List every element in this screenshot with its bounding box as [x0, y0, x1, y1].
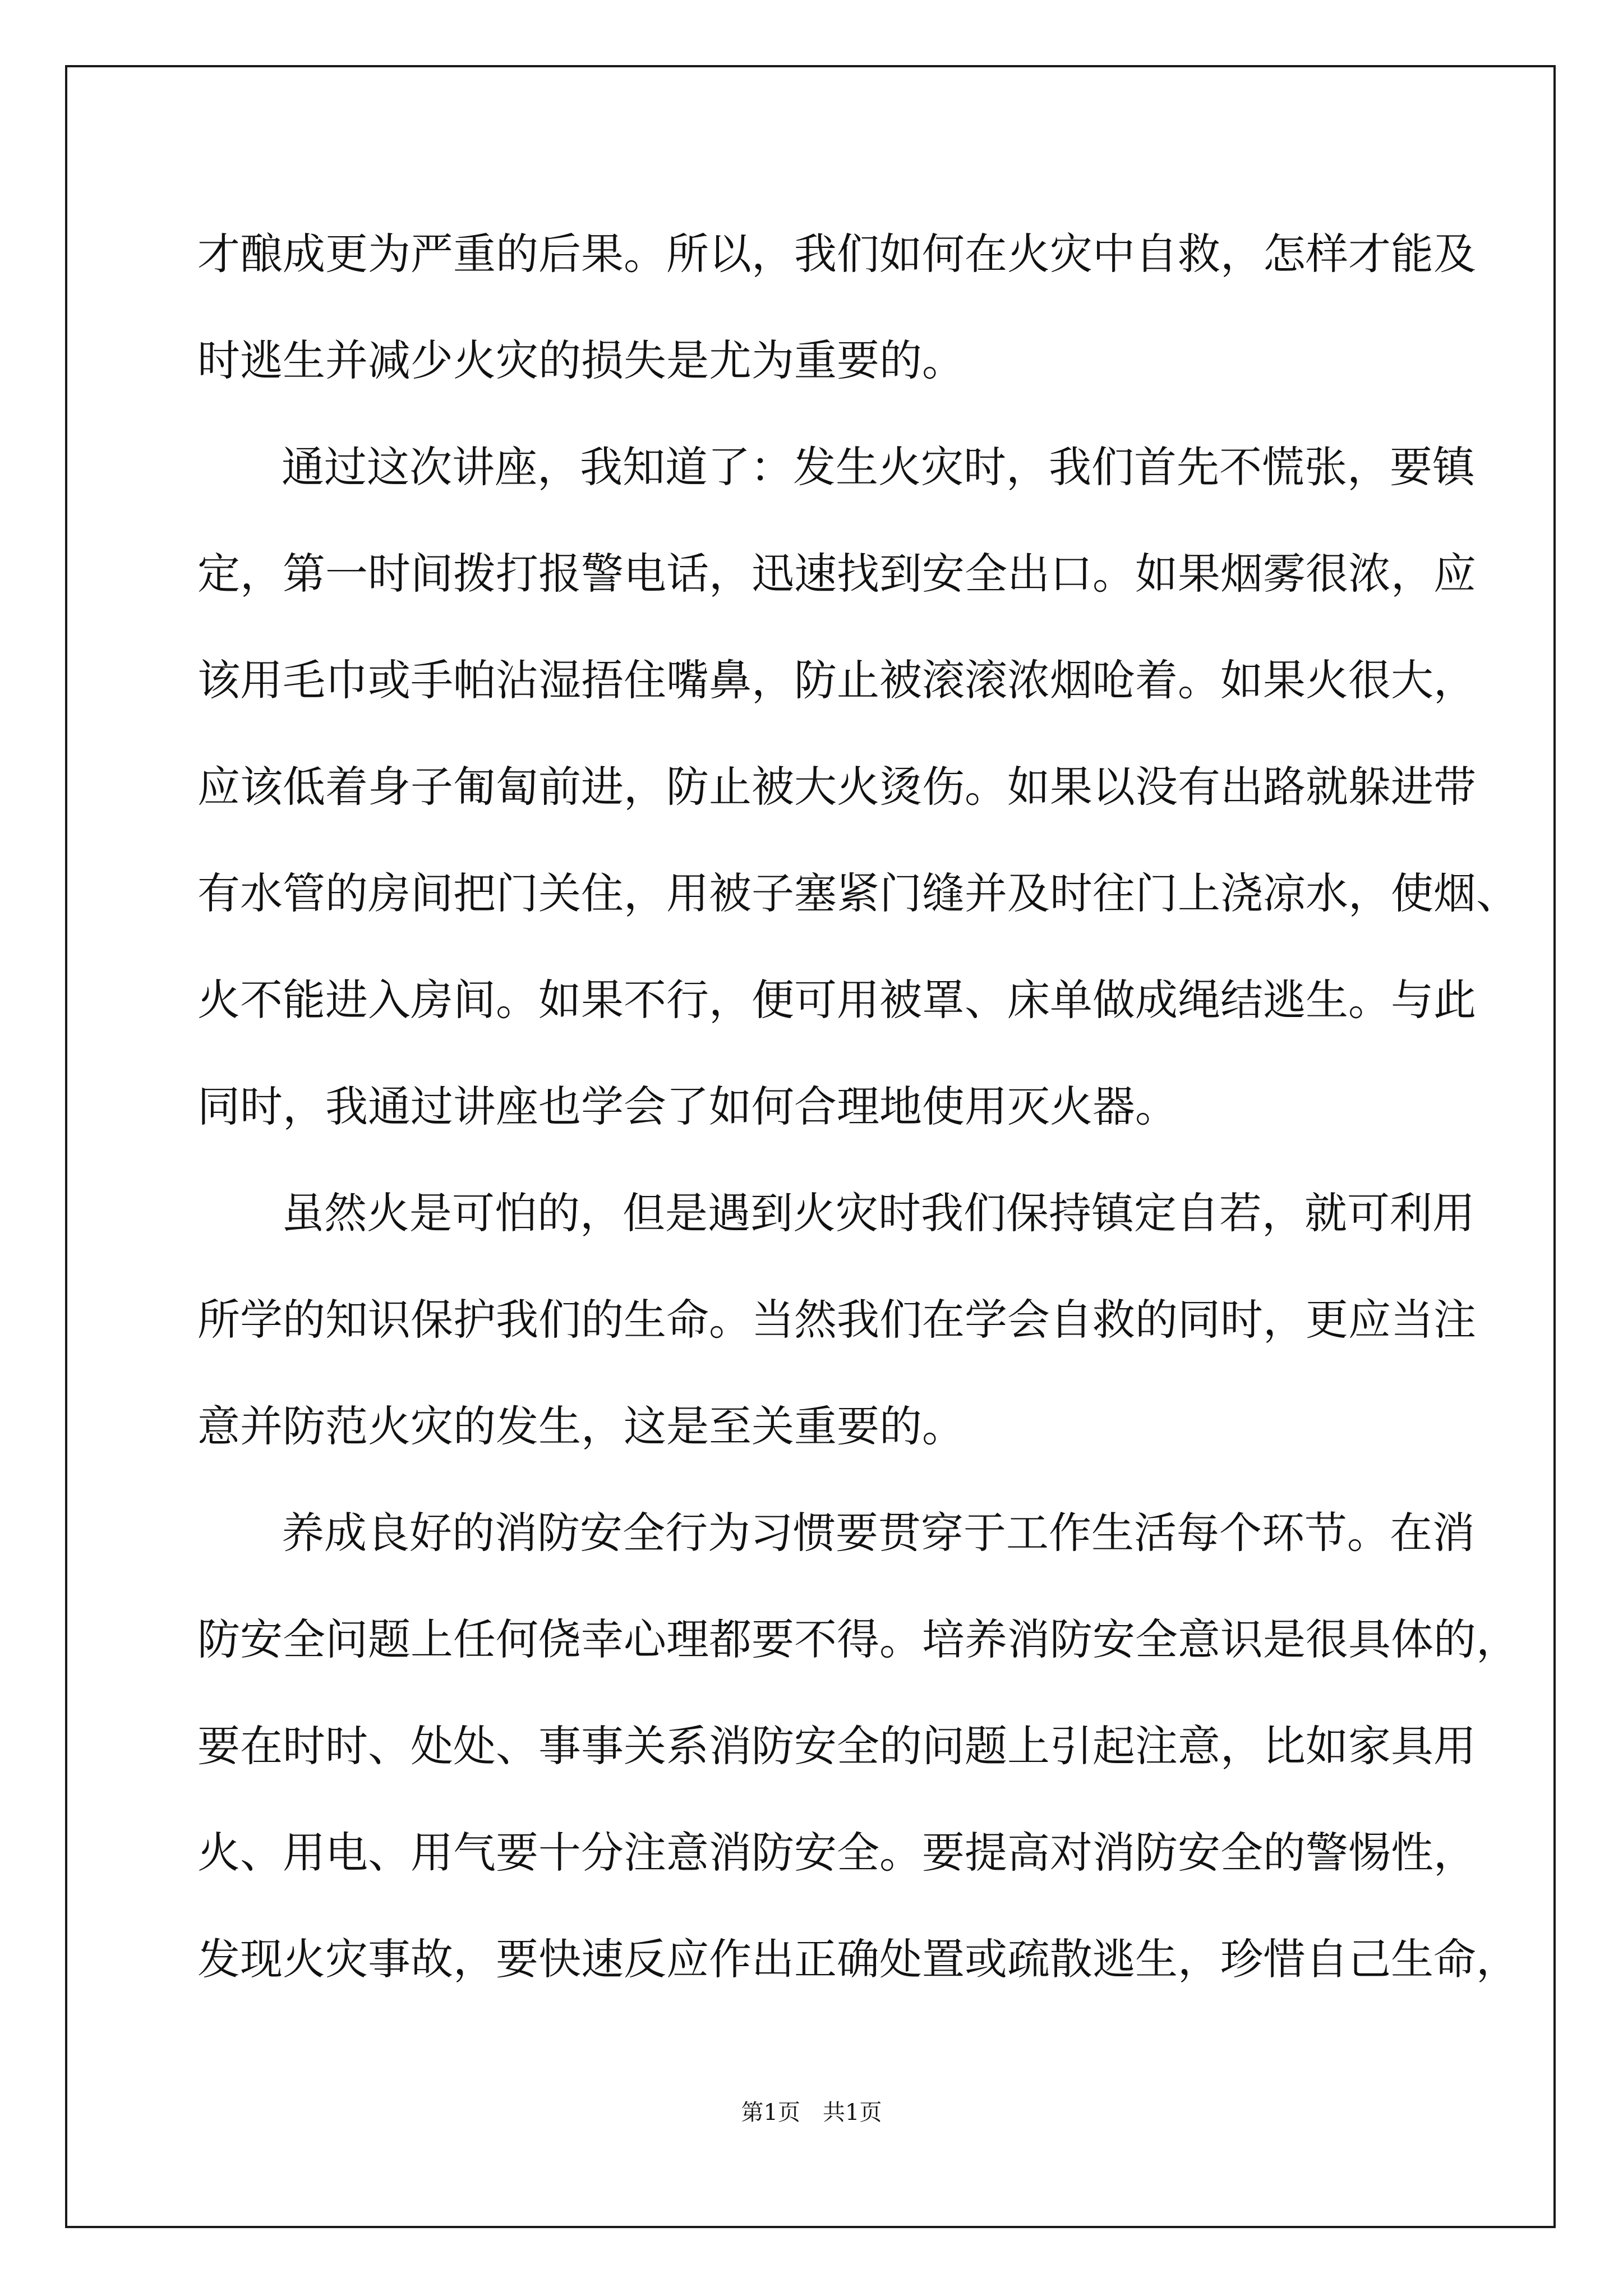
text-line: 通过这次讲座，我知道了：发生火灾时，我们首先不慌张，要镇 [282, 442, 1475, 492]
text-line: 养成良好的消防安全行为习惯要贯穿于工作生活每个环节。在消 [282, 1508, 1475, 1558]
text-line: 时逃生并减少火灾的损失是尤为重要的。 [197, 335, 965, 385]
text-line: 同时，我通过讲座也学会了如何合理地使用灭火器。 [197, 1082, 1178, 1131]
text-line: 定，第一时间拨打报警电话，迅速找到安全出口。如果烟雾很浓，应 [197, 549, 1476, 599]
text-line: 才酿成更为严重的后果。所以，我们如何在火灾中自救，怎样才能及 [197, 229, 1476, 279]
text-line: 发现火灾事故，要快速反应作出正确处置或疏散逃生，珍惜自己生命， [197, 1934, 1519, 1984]
text-line: 有水管的房间把门关住，用被子塞紧门缝并及时往门上浇凉水，使烟、 [197, 868, 1519, 918]
text-line: 火、用电、用气要十分注意消防安全。要提高对消防安全的警惕性， [197, 1828, 1476, 1878]
text-line: 防安全问题上任何侥幸心理都要不得。培养消防安全意识是很具体的， [197, 1614, 1519, 1664]
page-footer: 第1页 共1页 [741, 2100, 882, 2125]
text-line: 所学的知识保护我们的生命。当然我们在学会自救的同时，更应当注 [197, 1295, 1476, 1345]
text-line: 意并防范火灾的发生，这是至关重要的。 [197, 1401, 965, 1451]
text-line: 虽然火是可怕的，但是遇到火灾时我们保持镇定自若，就可利用 [282, 1188, 1475, 1238]
text-line: 应该低着身子匍匐前进，防止被大火烫伤。如果以没有出路就躲进带 [197, 762, 1476, 812]
text-line: 要在时时、处处、事事关系消防安全的问题上引起注意，比如家具用 [197, 1721, 1476, 1771]
text-line: 火不能进入房间。如果不行，便可用被罩、床单做成绳结逃生。与此 [197, 975, 1476, 1025]
text-line: 该用毛巾或手帕沾湿捂住嘴鼻，防止被滚滚浓烟呛着。如果火很大， [197, 655, 1476, 705]
